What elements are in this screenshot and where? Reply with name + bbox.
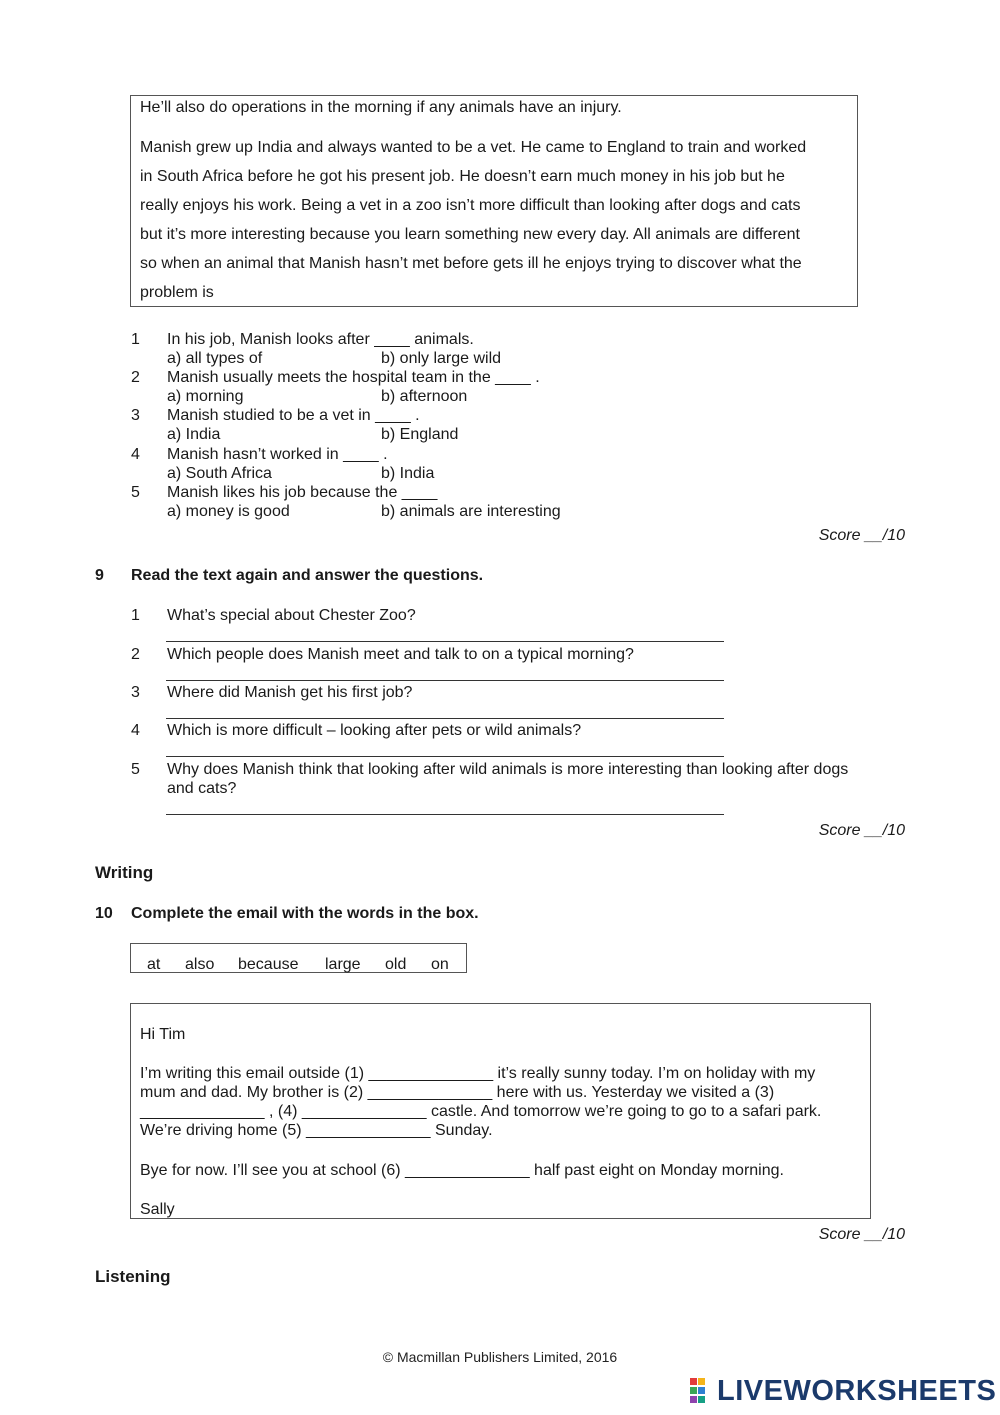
mcq-option-b[interactable]: b) afternoon [381,388,468,405]
answer-line[interactable] [166,641,724,642]
mcq-question: In his job, Manish looks after ____ animals. [167,331,474,348]
question-number: 2 [131,646,140,663]
mcq-option-a[interactable]: a) India [167,426,221,443]
question-text: Which people does Manish meet and talk to on a typical morning? [167,646,634,663]
email-line: We’re driving home (5) ______________ Sunday. [140,1122,493,1139]
mcq-number: 1 [131,331,140,348]
word-box-item: large [325,956,361,973]
answer-line[interactable] [166,756,724,757]
logo-block [690,1387,697,1394]
section-heading-listening: Listening [95,1267,171,1286]
mcq-option-a[interactable]: a) money is good [167,503,290,520]
logo-block [690,1378,697,1385]
word-box-item: because [238,956,299,973]
mcq-number: 3 [131,407,140,424]
word-box [130,943,467,973]
mcq-question: Manish usually meets the hospital team in the ____ . [167,369,540,386]
mcq-question: Manish likes his job because the ____ [167,484,438,501]
passage-line: in South Africa before he got his present job. He doesn’t earn much money in his job but he [140,168,785,185]
question-text: Which is more difficult – looking after pets or wild animals? [167,722,582,739]
word-box-item: on [431,956,449,973]
reading-passage-box [130,95,858,307]
logo-block [698,1396,705,1403]
mcq-option-a[interactable]: a) South Africa [167,465,272,482]
word-box-item: old [385,956,407,973]
question-text-continued: and cats? [167,780,237,797]
task-number: 10 [95,905,113,922]
passage-line: really enjoys his work. Being a vet in a zoo isn’t more difficult than looking after dogs and cats [140,197,801,214]
logo-brand-text: LIVEWORKSHEETS [717,1375,997,1407]
answer-line[interactable] [166,718,724,719]
question-text: Where did Manish get his first job? [167,684,413,701]
mcq-option-b[interactable]: b) animals are interesting [381,503,561,520]
mcq-question: Manish hasn’t worked in ____ . [167,446,388,463]
passage-line: Manish grew up India and always wanted to be a vet. He came to England to train and worked [140,139,807,156]
mcq-option-a[interactable]: a) all types of [167,350,263,367]
mcq-question: Manish studied to be a vet in ____ . [167,407,420,424]
answer-line[interactable] [166,814,724,815]
mcq-number: 5 [131,484,140,501]
question-text: What’s special about Chester Zoo? [167,607,416,624]
email-line: I’m writing this email outside (1) ______________ it’s really sunny today. I’m on holiday with my [140,1065,816,1082]
section-heading-writing: Writing [95,863,154,882]
question-number: 5 [131,761,140,778]
passage-first-line: He’ll also do operations in the morning if any animals have an injury. [140,99,622,116]
email-closing-line: Bye for now. I’ll see you at school (6) ______________ half past eight on Monday morning. [140,1162,784,1179]
email-line: mum and dad. My brother is (2) ______________ here with us. Yesterday we visited a (3) [140,1084,775,1101]
mcq-number: 2 [131,369,140,386]
word-box-item: at [147,956,161,973]
email-line: ______________ , (4) ______________ castle. And tomorrow we’re going to go to a safari park. [140,1103,822,1120]
copyright-footer: © Macmillan Publishers Limited, 2016 [382,1349,618,1365]
logo-block [698,1378,705,1385]
passage-paragraph [140,133,840,307]
score-label: Score __/10 [818,822,905,839]
email-signature: Sally [140,1201,175,1218]
logo-block [698,1387,705,1394]
task-title: Complete the email with the words in the box. [131,905,479,922]
mcq-option-b[interactable]: b) only large wild [381,350,502,367]
question-number: 1 [131,607,140,624]
mcq-option-b[interactable]: b) England [381,426,459,443]
answer-line[interactable] [166,680,724,681]
mcq-option-b[interactable]: b) India [381,465,435,482]
task-title: Read the text again and answer the questions. [131,567,484,584]
score-label: Score __/10 [818,1226,905,1243]
question-number: 3 [131,684,140,701]
passage-line: problem is [140,284,214,301]
logo-block [690,1396,697,1403]
mcq-option-a[interactable]: a) morning [167,388,244,405]
passage-line: but it’s more interesting because you learn something new every day. All animals are different [140,226,800,243]
email-box [130,1003,871,1219]
passage-line: so when an animal that Manish hasn’t met before gets ill he enjoys trying to discover what the [140,255,802,272]
score-label: Score __/10 [818,527,905,544]
question-text: Why does Manish think that looking after wild animals is more interesting than looking after dogs [167,761,849,778]
mcq-number: 4 [131,446,140,463]
logo-blocks-icon [690,1378,714,1404]
question-number: 4 [131,722,140,739]
word-box-item: also [185,956,215,973]
task-number: 9 [95,567,104,584]
email-greeting: Hi Tim [140,1026,186,1043]
